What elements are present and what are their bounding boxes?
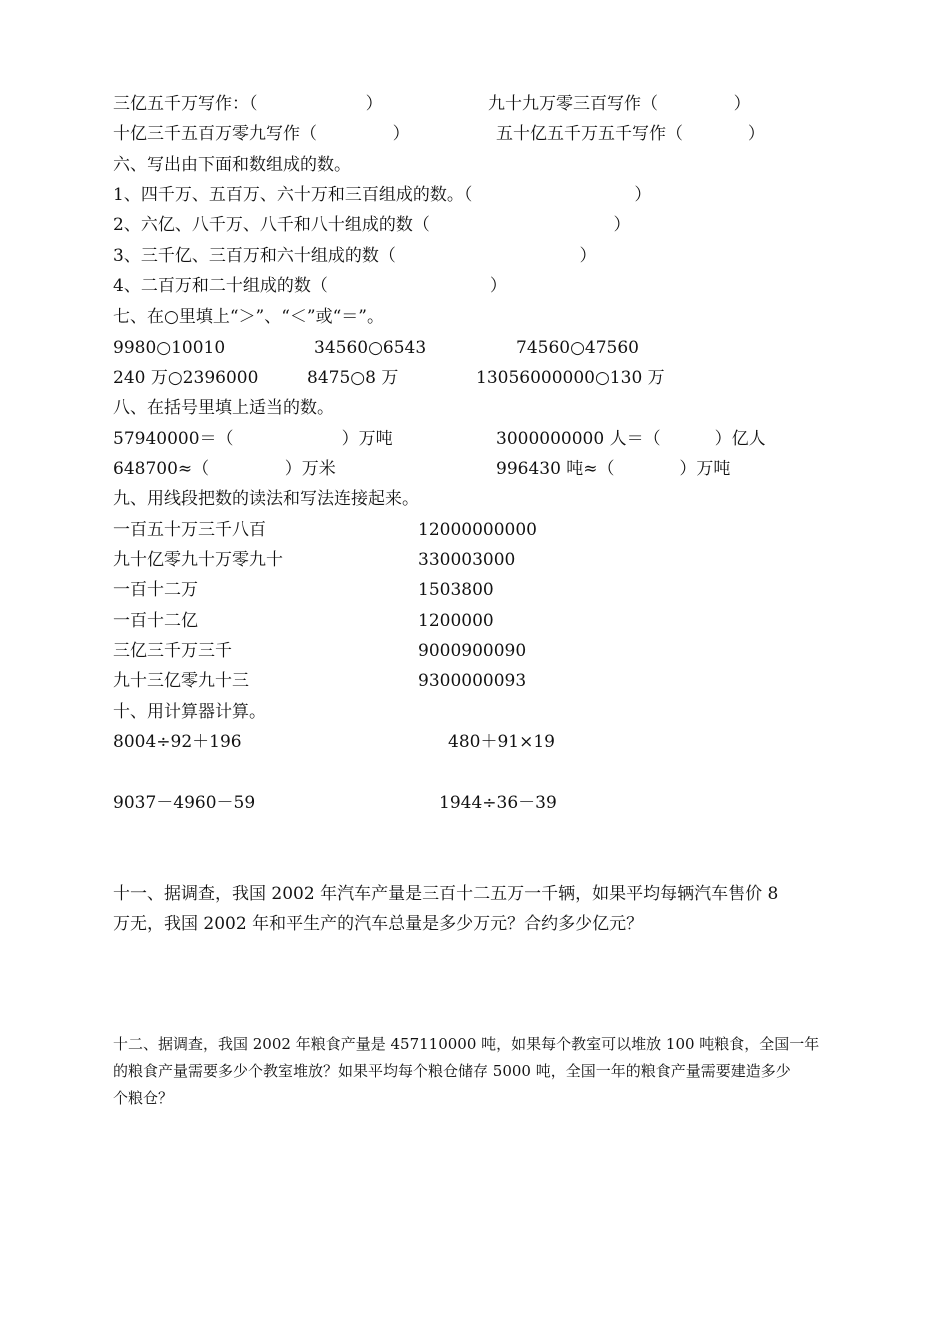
section-9-title: 九、用线段把数的读法和写法连接起来。	[113, 489, 419, 509]
section-6-question-3: 3、三千亿、三百万和六十组成的数（ ）	[113, 246, 597, 266]
section-11-line-2: 万无，我国 2002 年和平生产的汽车总量是多少万元？合约多少亿元？	[113, 914, 644, 934]
section-12-line-1: 十二、据调查，我国 2002 年粮食产量是 457110000 吨，如果每个教室可以堆放 100 吨粮食，全国一年	[113, 1035, 820, 1053]
writing-item-1: 三亿五千万写作：（ ）	[113, 94, 383, 114]
reading-word: 一百十二亿	[113, 611, 198, 631]
reading-word: 三亿三千万三千	[113, 641, 232, 661]
compare-item: 8475○8 万	[307, 368, 399, 388]
section-10-title: 十、用计算器计算。	[113, 702, 266, 722]
section-6-title: 六、写出由下面和数组成的数。	[113, 155, 351, 175]
written-number: 1200000	[418, 611, 494, 631]
fill-item-4: 996430 吨≈（ ）万吨	[496, 459, 731, 479]
written-number: 1503800	[418, 580, 494, 600]
section-12-line-2: 的粮食产量需要多少个教室堆放？如果平均每个粮仓储存 5000 吨，全国一年的粮食产量需要建造多少	[113, 1062, 791, 1080]
compare-item: 34560○6543	[314, 338, 427, 358]
calc-expression: 1944÷36－39	[439, 793, 557, 813]
writing-item-4: 五十亿五千万五千写作（ ）	[496, 124, 765, 144]
calc-expression: 480＋91×19	[448, 732, 555, 752]
written-number: 12000000000	[418, 520, 537, 540]
calc-expression: 9037－4960－59	[113, 793, 256, 813]
reading-word: 九十亿零九十万零九十	[113, 550, 283, 570]
compare-item: 74560○47560	[516, 338, 639, 358]
section-11-line-1: 十一、据调查，我国 2002 年汽车产量是三百十二五万一千辆，如果平均每辆汽车售价 8	[113, 884, 779, 904]
reading-word: 一百五十万三千八百	[113, 520, 266, 540]
fill-item-3: 648700≈（ ）万米	[113, 459, 336, 479]
compare-item: 240 万○2396000	[113, 368, 259, 388]
reading-word: 一百十二万	[113, 580, 198, 600]
written-number: 330003000	[418, 550, 516, 570]
reading-word: 九十三亿零九十三	[113, 671, 249, 691]
fill-item-2: 3000000000 人＝（ ）亿人	[496, 429, 766, 449]
compare-item: 13056000000○130 万	[476, 368, 665, 388]
written-number: 9300000093	[418, 671, 527, 691]
section-7-title: 七、在○里填上“＞”、“＜”或“＝”。	[113, 307, 384, 327]
writing-item-2: 九十九万零三百写作（ ）	[488, 94, 751, 114]
section-6-question-2: 2、六亿、八千万、八千和八十组成的数（ ）	[113, 215, 631, 235]
fill-item-1: 57940000＝（ ）万吨	[113, 429, 393, 449]
writing-item-3: 十亿三千五百万零九写作（ ）	[113, 124, 410, 144]
calc-expression: 8004÷92＋196	[113, 732, 242, 752]
section-6-question-4: 4、二百万和二十组成的数（ ）	[113, 276, 507, 296]
written-number: 9000900090	[418, 641, 527, 661]
section-6-question-1: 1、四千万、五百万、六十万和三百组成的数。（ ）	[113, 185, 652, 205]
compare-item: 9980○10010	[113, 338, 226, 358]
section-12-line-3: 个粮仓？	[113, 1089, 174, 1107]
section-8-title: 八、在括号里填上适当的数。	[113, 398, 334, 418]
